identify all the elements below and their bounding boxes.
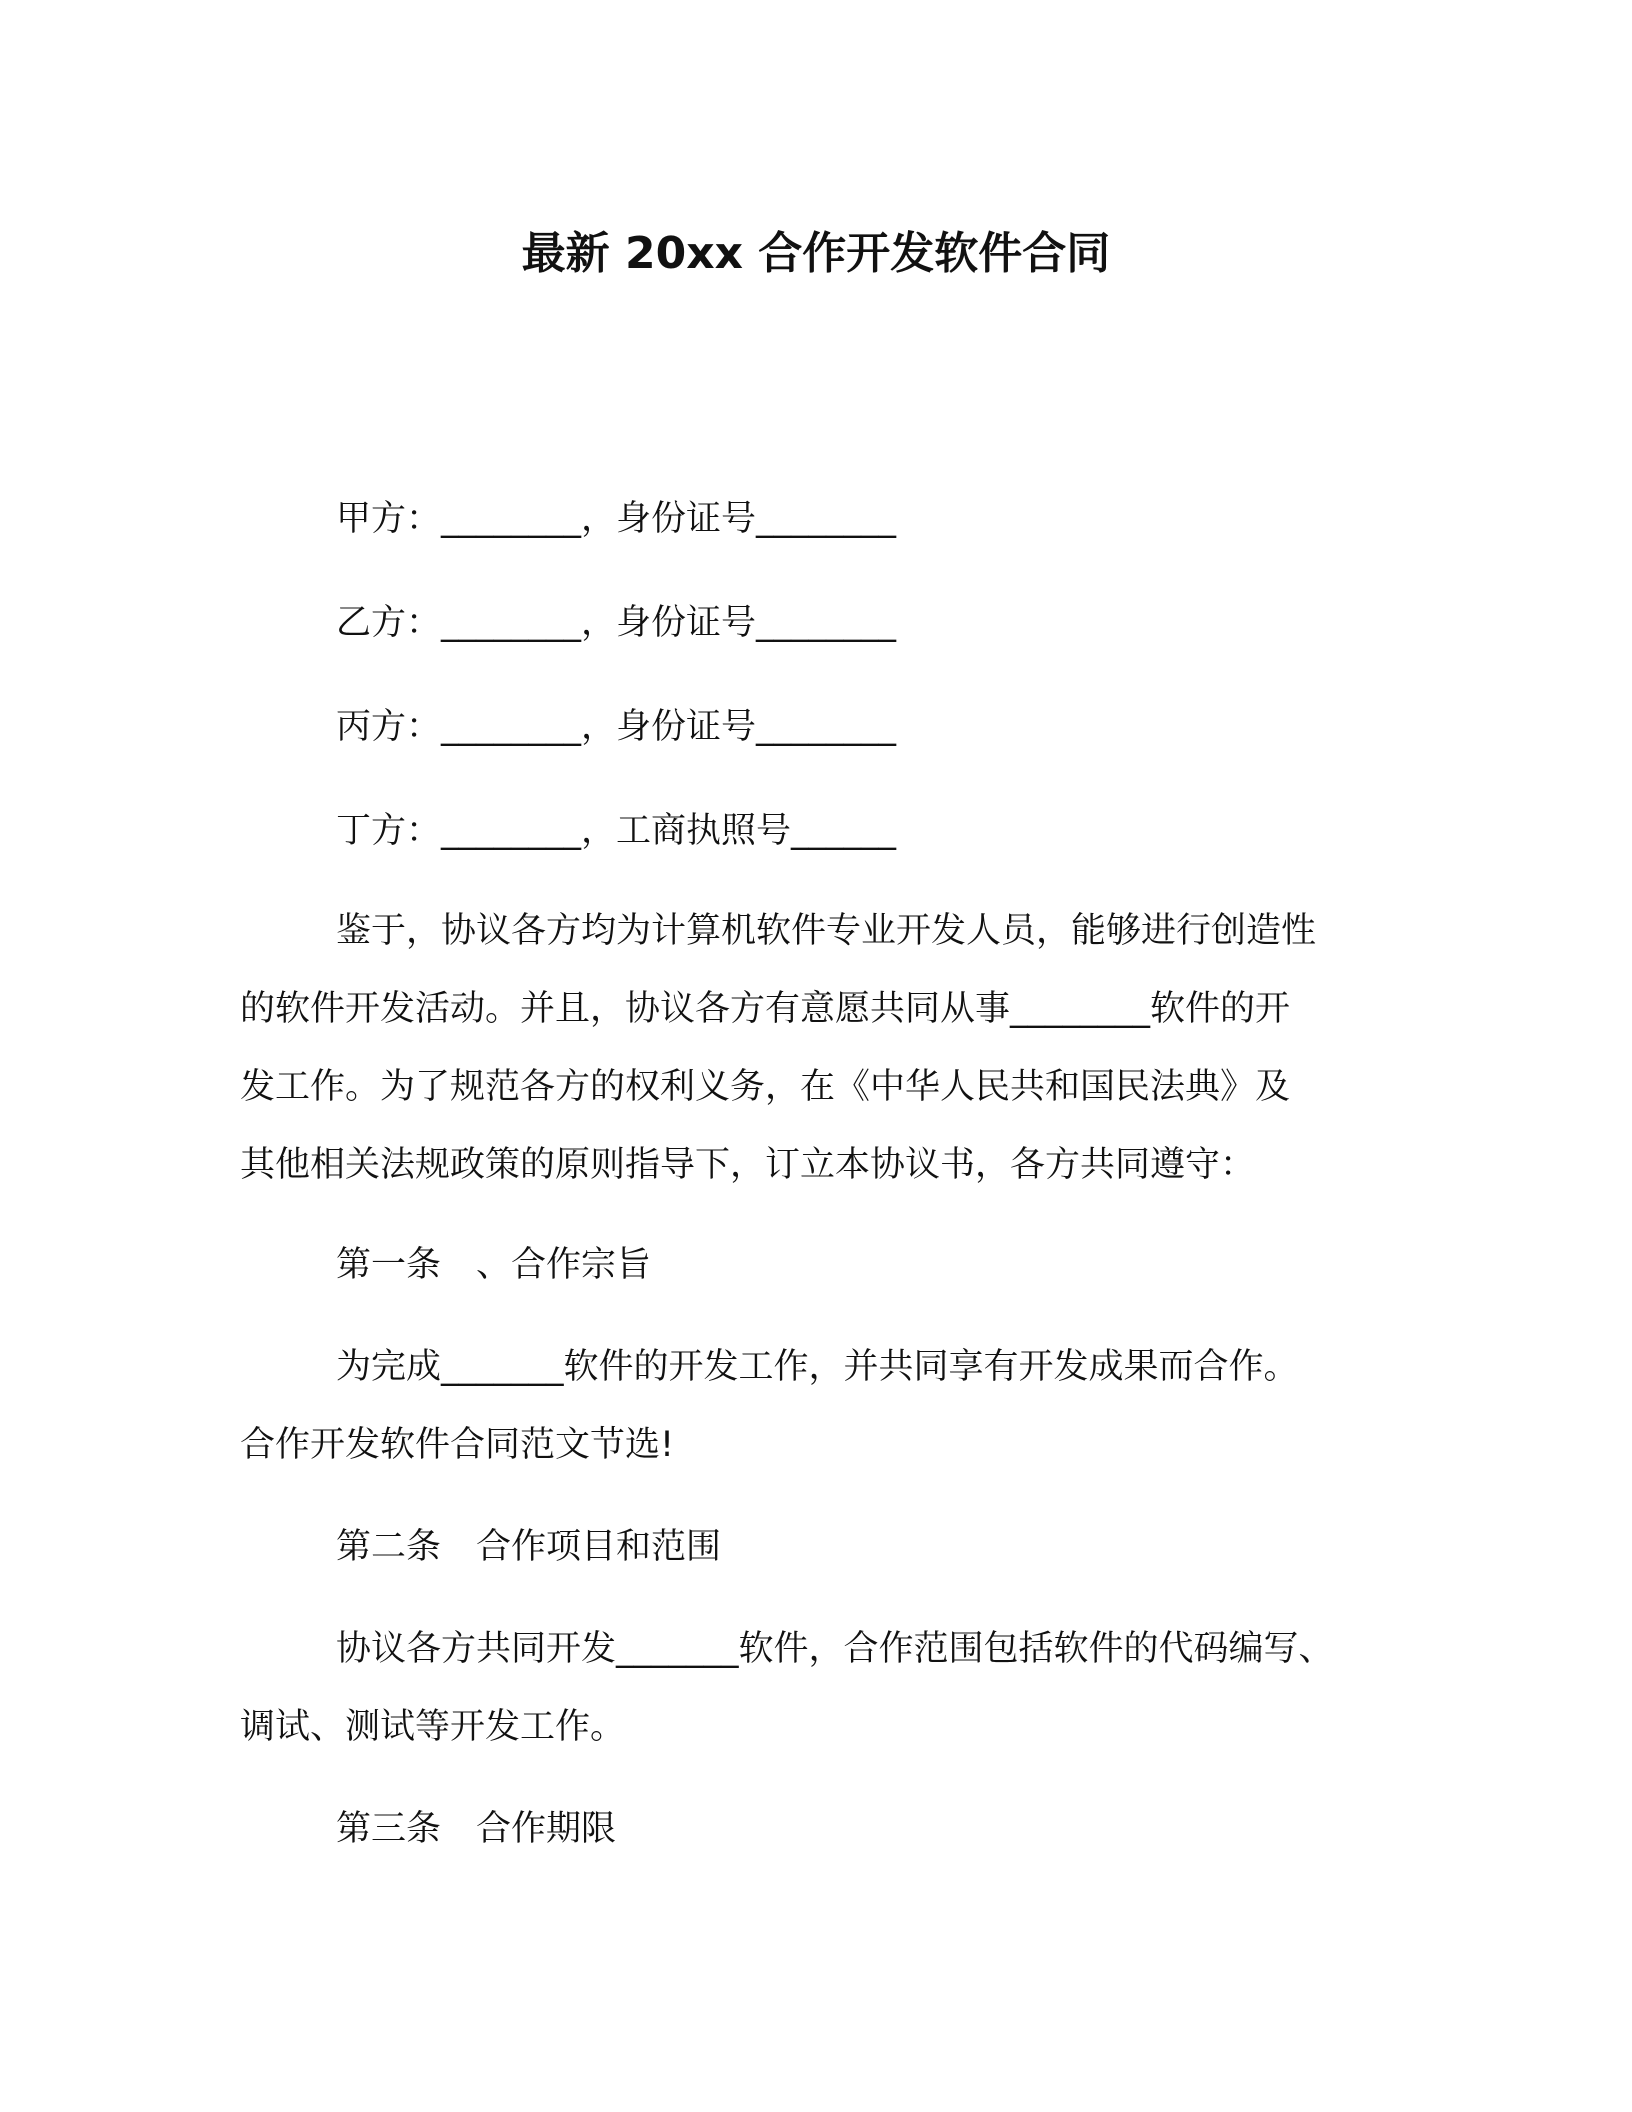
preamble-line-4: 其他相关法规政策的原则指导下，订立本协议书，各方共同遵守： xyxy=(240,1145,1256,1185)
article-1-heading: 第一条 、合作宗旨 xyxy=(336,1245,652,1285)
article-2-text-line-2: 调试、测试等开发工作。 xyxy=(240,1707,626,1747)
party-d-line: 丁方：________，工商执照号______ xyxy=(336,811,897,851)
party-b-line: 乙方：________，身份证号________ xyxy=(336,603,897,643)
preamble-line-2: 的软件开发活动。并且，协议各方有意愿共同从事________软件的开 xyxy=(240,989,1291,1029)
article-3-heading: 第三条 合作期限 xyxy=(336,1809,617,1849)
party-c-line: 丙方：________，身份证号________ xyxy=(336,707,897,747)
article-1-text-line-1: 为完成_______软件的开发工作，并共同享有开发成果而合作。 xyxy=(336,1347,1299,1387)
article-1-text-line-2: 合作开发软件合同范文节选! xyxy=(240,1425,675,1465)
article-2-heading: 第二条 合作项目和范围 xyxy=(336,1527,722,1567)
preamble-line-1: 鉴于，协议各方均为计算机软件专业开发人员，能够进行创造性 xyxy=(336,911,1317,951)
preamble-line-3: 发工作。为了规范各方的权利义务，在《中华人民共和国民法典》及 xyxy=(240,1067,1291,1107)
document-title: 最新 20xx 合作开发软件合同 xyxy=(521,228,1111,279)
article-2-text-line-1: 协议各方共同开发_______软件，合作范围包括软件的代码编写、 xyxy=(336,1629,1334,1669)
party-a-line: 甲方：________，身份证号________ xyxy=(336,499,897,539)
